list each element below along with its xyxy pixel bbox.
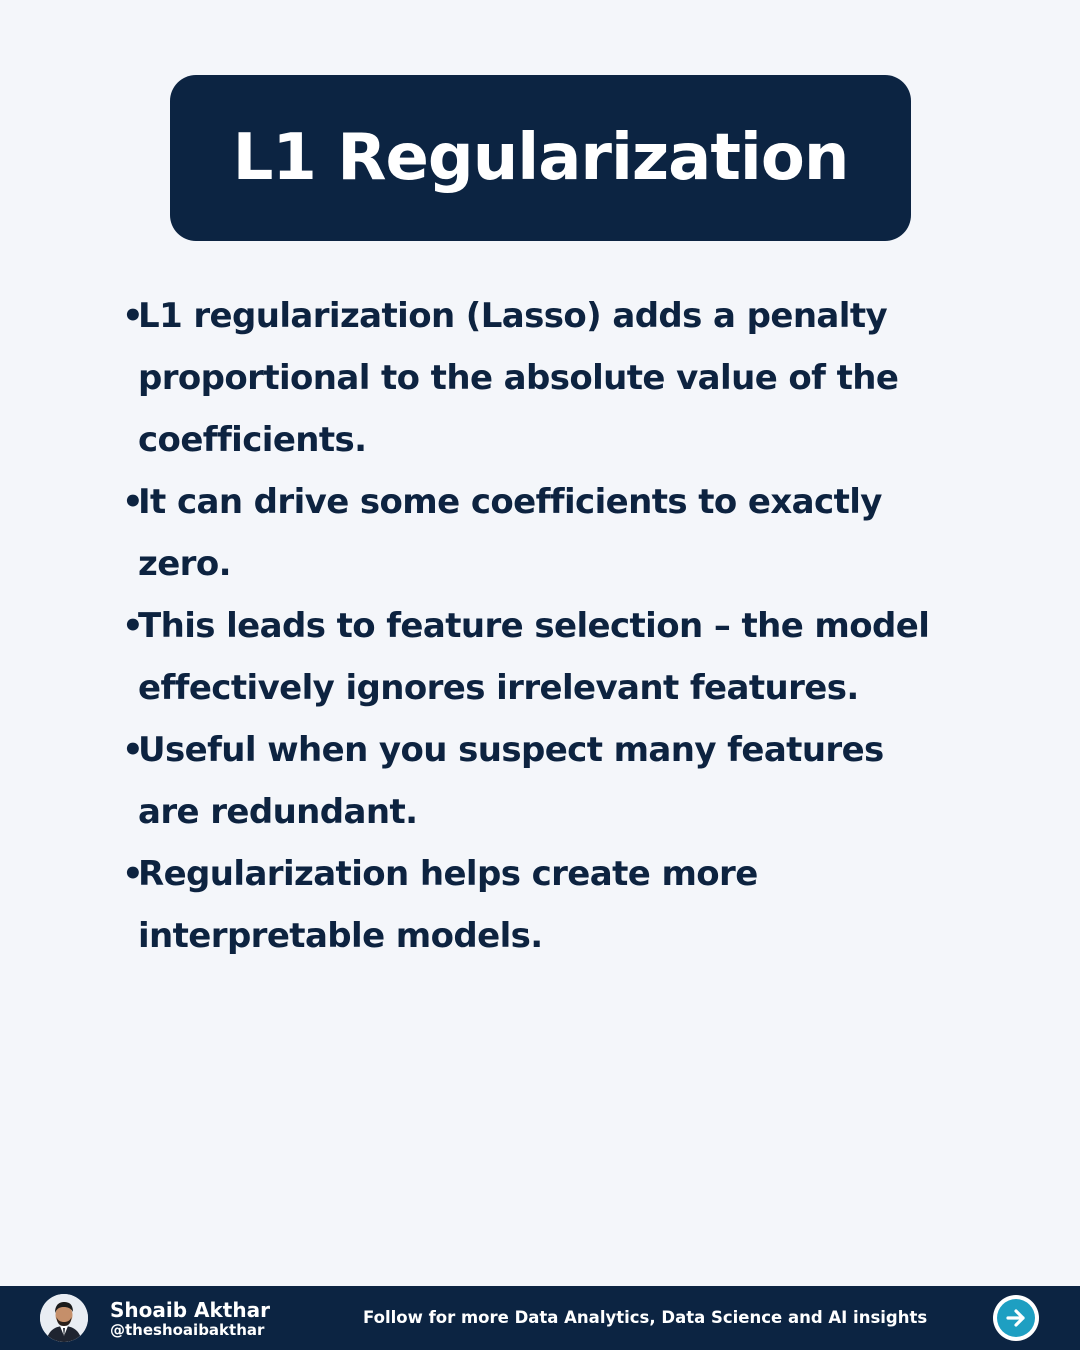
bullet-dot: • bbox=[122, 730, 144, 770]
bullet-text: This leads to feature selection – the model effectively ignores irrelevant features. bbox=[138, 606, 930, 708]
bullet-dot: • bbox=[122, 482, 144, 522]
avatar-icon bbox=[40, 1294, 88, 1342]
bullet-item bbox=[122, 719, 952, 843]
footer-tagline: Follow for more Data Analytics, Data Science and AI insights bbox=[363, 1308, 928, 1327]
next-button-inner bbox=[997, 1299, 1035, 1337]
title-banner bbox=[170, 75, 911, 241]
bullet-item bbox=[122, 471, 952, 595]
bullet-text: It can drive some coefficients to exactly zero. bbox=[138, 482, 882, 584]
author-handle[interactable]: @theshoaibakthar bbox=[110, 1321, 265, 1339]
bullet-list bbox=[122, 285, 952, 967]
bullet-dot: • bbox=[122, 606, 144, 646]
bullet-item bbox=[122, 595, 952, 719]
bullet-dot: • bbox=[122, 296, 144, 336]
footer-bar bbox=[0, 1286, 1080, 1350]
avatar[interactable] bbox=[40, 1294, 88, 1342]
bullet-item bbox=[122, 285, 952, 471]
bullet-dot: • bbox=[122, 854, 144, 894]
bullet-item bbox=[122, 843, 952, 967]
bullet-text: L1 regularization (Lasso) adds a penalty proportional to the absolute value of the coefficients. bbox=[138, 296, 899, 460]
bullet-text: Regularization helps create more interpretable models. bbox=[138, 854, 758, 956]
arrow-right-circle-icon bbox=[1003, 1305, 1029, 1331]
bullet-text: Useful when you suspect many features are redundant. bbox=[138, 730, 884, 832]
page-title: L1 Regularization bbox=[232, 121, 849, 195]
author-name: Shoaib Akthar bbox=[110, 1298, 270, 1322]
next-button[interactable] bbox=[993, 1295, 1039, 1341]
